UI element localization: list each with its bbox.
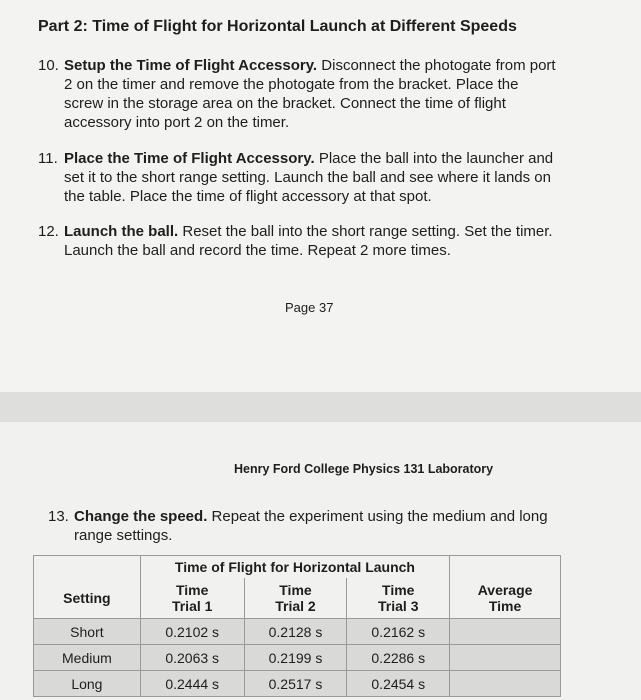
step-text: Disconnect the photogate from port bbox=[321, 57, 556, 74]
column-header-trial-2: Time Trial 2 bbox=[244, 578, 347, 619]
step-number: 12. bbox=[38, 223, 59, 240]
cell-trial-3: 0.2286 s bbox=[347, 645, 450, 671]
step-number: 10. bbox=[38, 57, 59, 74]
table-corner bbox=[34, 556, 141, 579]
page-gap bbox=[0, 392, 641, 422]
step-text: Launch the ball and record the time. Repeat 2 more times. bbox=[64, 242, 451, 259]
column-header-average: Average Time bbox=[450, 578, 561, 619]
column-header-trial-3: Time Trial 3 bbox=[347, 578, 450, 619]
table-row bbox=[34, 671, 561, 697]
cell-trial-3: 0.2162 s bbox=[347, 619, 450, 645]
table-caption: Time of Flight for Horizontal Launch bbox=[140, 556, 449, 579]
lab-header: Henry Ford College Physics 131 Laboratory bbox=[234, 462, 494, 476]
part-title: Part 2: Time of Flight for Horizontal Launch at Different Speeds bbox=[38, 18, 517, 35]
step-text: 2 on the timer and remove the photogate from the bracket. Place the bbox=[64, 76, 519, 93]
page-number: Page 37 bbox=[285, 300, 334, 315]
step-10 bbox=[38, 56, 598, 132]
cell-average[interactable] bbox=[450, 619, 561, 645]
step-heading: Place the Time of Flight Accessory. bbox=[64, 150, 315, 167]
cell-setting: Short bbox=[34, 619, 141, 645]
time-of-flight-table bbox=[33, 555, 561, 697]
cell-trial-1: 0.2444 s bbox=[140, 671, 244, 697]
step-heading: Setup the Time of Flight Accessory. bbox=[64, 57, 318, 74]
step-text: accessory into port 2 on the timer. bbox=[64, 114, 290, 131]
column-header-trial-1: Time Trial 1 bbox=[140, 578, 244, 619]
step-text: Reset the ball into the short range setting. Set the timer. bbox=[182, 223, 553, 240]
cell-setting: Medium bbox=[34, 645, 141, 671]
column-header-setting: Setting bbox=[34, 578, 141, 619]
step-11 bbox=[38, 149, 598, 206]
step-text: Place the ball into the launcher and bbox=[318, 150, 554, 167]
cell-average[interactable] bbox=[450, 671, 561, 697]
table-row bbox=[34, 619, 561, 645]
step-text: Repeat the experiment using the medium and long bbox=[211, 508, 548, 525]
table-corner-right bbox=[450, 556, 561, 579]
table-row bbox=[34, 645, 561, 671]
cell-trial-3: 0.2454 s bbox=[347, 671, 450, 697]
step-text: range settings. bbox=[74, 527, 173, 544]
step-number: 11. bbox=[38, 150, 58, 167]
cell-setting: Long bbox=[34, 671, 141, 697]
step-text: screw in the storage area on the bracket. Connect the time of flight bbox=[64, 95, 506, 112]
step-text: the table. Place the time of flight accessory at that spot. bbox=[64, 188, 432, 205]
step-heading: Change the speed. bbox=[74, 508, 208, 525]
cell-trial-1: 0.2102 s bbox=[140, 619, 244, 645]
cell-trial-1: 0.2063 s bbox=[140, 645, 244, 671]
step-13 bbox=[48, 507, 608, 545]
step-12 bbox=[38, 222, 598, 260]
cell-trial-2: 0.2199 s bbox=[244, 645, 347, 671]
step-number: 13. bbox=[48, 508, 69, 525]
step-heading: Launch the ball. bbox=[64, 223, 179, 240]
cell-average[interactable] bbox=[450, 645, 561, 671]
cell-trial-2: 0.2128 s bbox=[244, 619, 347, 645]
cell-trial-2: 0.2517 s bbox=[244, 671, 347, 697]
step-text: set it to the short range setting. Launch the ball and see where it lands on bbox=[64, 169, 551, 186]
